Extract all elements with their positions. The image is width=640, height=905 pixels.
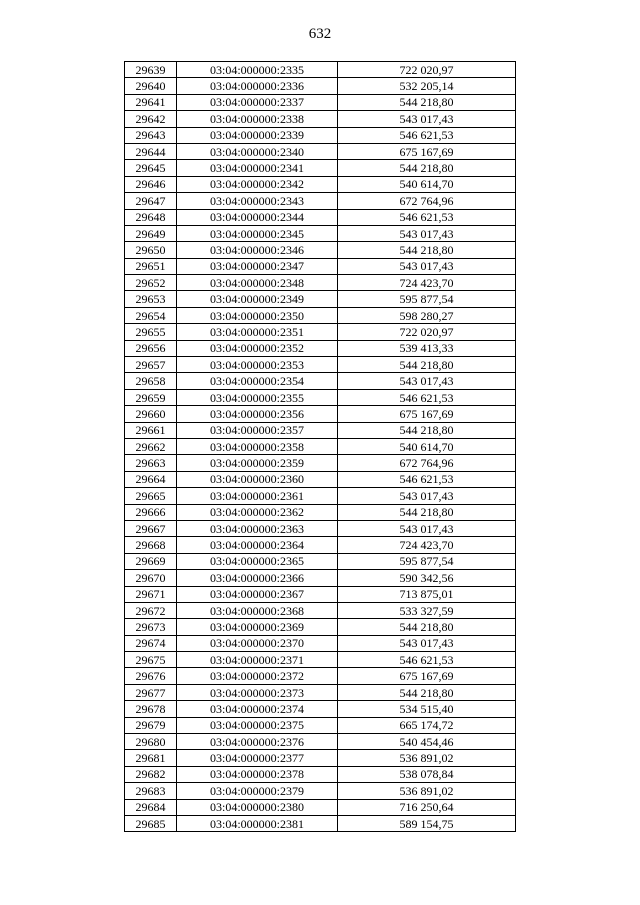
- row-number-cell: 29670: [125, 570, 177, 586]
- table-row: [125, 455, 516, 471]
- table-row: [125, 602, 516, 618]
- cadastral-value-cell: 544 218,80: [338, 504, 516, 520]
- row-number-cell: 29646: [125, 176, 177, 192]
- cadastral-number-cell: 03:04:000000:2356: [177, 406, 338, 422]
- table-row: [125, 815, 516, 831]
- table-row: [125, 291, 516, 307]
- cadastral-value-cell: 534 515,40: [338, 701, 516, 717]
- row-number-cell: 29672: [125, 602, 177, 618]
- cadastral-number-cell: 03:04:000000:2352: [177, 340, 338, 356]
- table-row: [125, 275, 516, 291]
- table-row: [125, 783, 516, 799]
- cadastral-number-cell: 03:04:000000:2367: [177, 586, 338, 602]
- row-number-cell: 29659: [125, 389, 177, 405]
- table-row: [125, 373, 516, 389]
- table-row: [125, 586, 516, 602]
- cadastral-value-cell: 540 614,70: [338, 176, 516, 192]
- cadastral-number-cell: 03:04:000000:2359: [177, 455, 338, 471]
- cadastral-number-cell: 03:04:000000:2348: [177, 275, 338, 291]
- cadastral-number-cell: 03:04:000000:2375: [177, 717, 338, 733]
- table-row: [125, 717, 516, 733]
- cadastral-number-cell: 03:04:000000:2376: [177, 734, 338, 750]
- cadastral-number-cell: 03:04:000000:2373: [177, 684, 338, 700]
- row-number-cell: 29652: [125, 275, 177, 291]
- row-number-cell: 29679: [125, 717, 177, 733]
- table-row: [125, 78, 516, 94]
- cadastral-value-cell: 713 875,01: [338, 586, 516, 602]
- table-body: [125, 62, 516, 832]
- row-number-cell: 29654: [125, 307, 177, 323]
- table-row: [125, 668, 516, 684]
- row-number-cell: 29665: [125, 488, 177, 504]
- table-row: [125, 176, 516, 192]
- cadastral-value-table: [124, 61, 516, 832]
- cadastral-value-cell: 544 218,80: [338, 160, 516, 176]
- row-number-cell: 29640: [125, 78, 177, 94]
- cadastral-number-cell: 03:04:000000:2355: [177, 389, 338, 405]
- cadastral-number-cell: 03:04:000000:2371: [177, 652, 338, 668]
- cadastral-value-cell: 589 154,75: [338, 815, 516, 831]
- table-row: [125, 520, 516, 536]
- row-number-cell: 29680: [125, 734, 177, 750]
- cadastral-value-cell: 544 218,80: [338, 684, 516, 700]
- cadastral-value-cell: 546 621,53: [338, 652, 516, 668]
- cadastral-number-cell: 03:04:000000:2351: [177, 324, 338, 340]
- cadastral-value-cell: 722 020,97: [338, 324, 516, 340]
- cadastral-number-cell: 03:04:000000:2372: [177, 668, 338, 684]
- table-row: [125, 422, 516, 438]
- row-number-cell: 29683: [125, 783, 177, 799]
- row-number-cell: 29650: [125, 242, 177, 258]
- cadastral-number-cell: 03:04:000000:2368: [177, 602, 338, 618]
- row-number-cell: 29647: [125, 193, 177, 209]
- row-number-cell: 29667: [125, 520, 177, 536]
- row-number-cell: 29678: [125, 701, 177, 717]
- table-row: [125, 799, 516, 815]
- cadastral-number-cell: 03:04:000000:2346: [177, 242, 338, 258]
- cadastral-number-cell: 03:04:000000:2360: [177, 471, 338, 487]
- table-row: [125, 242, 516, 258]
- cadastral-value-cell: 675 167,69: [338, 406, 516, 422]
- table-row: [125, 143, 516, 159]
- cadastral-number-cell: 03:04:000000:2339: [177, 127, 338, 143]
- table-row: [125, 652, 516, 668]
- cadastral-value-cell: 544 218,80: [338, 619, 516, 635]
- table-row: [125, 357, 516, 373]
- cadastral-value-cell: 540 614,70: [338, 438, 516, 454]
- row-number-cell: 29655: [125, 324, 177, 340]
- cadastral-number-cell: 03:04:000000:2345: [177, 225, 338, 241]
- table-row: [125, 570, 516, 586]
- cadastral-number-cell: 03:04:000000:2341: [177, 160, 338, 176]
- table-row: [125, 734, 516, 750]
- row-number-cell: 29681: [125, 750, 177, 766]
- cadastral-value-cell: 675 167,69: [338, 143, 516, 159]
- cadastral-number-cell: 03:04:000000:2381: [177, 815, 338, 831]
- table-row: [125, 258, 516, 274]
- row-number-cell: 29682: [125, 766, 177, 782]
- cadastral-number-cell: 03:04:000000:2353: [177, 357, 338, 373]
- table-row: [125, 389, 516, 405]
- row-number-cell: 29656: [125, 340, 177, 356]
- row-number-cell: 29662: [125, 438, 177, 454]
- cadastral-value-cell: 543 017,43: [338, 225, 516, 241]
- cadastral-number-cell: 03:04:000000:2366: [177, 570, 338, 586]
- cadastral-value-cell: 533 327,59: [338, 602, 516, 618]
- cadastral-value-cell: 546 621,53: [338, 209, 516, 225]
- table-row: [125, 553, 516, 569]
- cadastral-value-cell: 546 621,53: [338, 471, 516, 487]
- cadastral-number-cell: 03:04:000000:2338: [177, 111, 338, 127]
- row-number-cell: 29658: [125, 373, 177, 389]
- table-row: [125, 160, 516, 176]
- cadastral-value-cell: 595 877,54: [338, 553, 516, 569]
- table-row: [125, 340, 516, 356]
- table-row: [125, 635, 516, 651]
- cadastral-value-cell: 539 413,33: [338, 340, 516, 356]
- row-number-cell: 29639: [125, 62, 177, 78]
- row-number-cell: 29673: [125, 619, 177, 635]
- cadastral-number-cell: 03:04:000000:2354: [177, 373, 338, 389]
- cadastral-value-cell: 543 017,43: [338, 635, 516, 651]
- cadastral-value-cell: 598 280,27: [338, 307, 516, 323]
- cadastral-value-cell: 672 764,96: [338, 455, 516, 471]
- table-row: [125, 111, 516, 127]
- row-number-cell: 29651: [125, 258, 177, 274]
- cadastral-number-cell: 03:04:000000:2361: [177, 488, 338, 504]
- cadastral-value-cell: 590 342,56: [338, 570, 516, 586]
- table-row: [125, 127, 516, 143]
- cadastral-value-cell: 544 218,80: [338, 242, 516, 258]
- cadastral-value-cell: 543 017,43: [338, 520, 516, 536]
- row-number-cell: 29641: [125, 94, 177, 110]
- cadastral-value-cell: 532 205,14: [338, 78, 516, 94]
- row-number-cell: 29676: [125, 668, 177, 684]
- table-row: [125, 750, 516, 766]
- row-number-cell: 29645: [125, 160, 177, 176]
- table-row: [125, 193, 516, 209]
- row-number-cell: 29642: [125, 111, 177, 127]
- cadastral-number-cell: 03:04:000000:2340: [177, 143, 338, 159]
- cadastral-value-cell: 675 167,69: [338, 668, 516, 684]
- row-number-cell: 29649: [125, 225, 177, 241]
- cadastral-value-cell: 672 764,96: [338, 193, 516, 209]
- cadastral-number-cell: 03:04:000000:2337: [177, 94, 338, 110]
- cadastral-number-cell: 03:04:000000:2370: [177, 635, 338, 651]
- row-number-cell: 29674: [125, 635, 177, 651]
- cadastral-number-cell: 03:04:000000:2349: [177, 291, 338, 307]
- cadastral-value-cell: 543 017,43: [338, 488, 516, 504]
- cadastral-value-cell: 544 218,80: [338, 94, 516, 110]
- table-row: [125, 504, 516, 520]
- row-number-cell: 29669: [125, 553, 177, 569]
- page-number: 632: [308, 26, 332, 42]
- cadastral-value-cell: 543 017,43: [338, 373, 516, 389]
- cadastral-value-cell: 546 621,53: [338, 127, 516, 143]
- table-row: [125, 94, 516, 110]
- row-number-cell: 29643: [125, 127, 177, 143]
- table-row: [125, 209, 516, 225]
- cadastral-number-cell: 03:04:000000:2344: [177, 209, 338, 225]
- row-number-cell: 29668: [125, 537, 177, 553]
- cadastral-value-cell: 538 078,84: [338, 766, 516, 782]
- cadastral-number-cell: 03:04:000000:2347: [177, 258, 338, 274]
- cadastral-value-cell: 665 174,72: [338, 717, 516, 733]
- cadastral-number-cell: 03:04:000000:2380: [177, 799, 338, 815]
- cadastral-value-cell: 543 017,43: [338, 111, 516, 127]
- table-row: [125, 62, 516, 78]
- table-row: [125, 684, 516, 700]
- cadastral-value-cell: 536 891,02: [338, 783, 516, 799]
- row-number-cell: 29657: [125, 357, 177, 373]
- row-number-cell: 29684: [125, 799, 177, 815]
- row-number-cell: 29666: [125, 504, 177, 520]
- cadastral-value-cell: 722 020,97: [338, 62, 516, 78]
- row-number-cell: 29644: [125, 143, 177, 159]
- cadastral-value-cell: 724 423,70: [338, 537, 516, 553]
- cadastral-value-cell: 546 621,53: [338, 389, 516, 405]
- cadastral-value-cell: 716 250,64: [338, 799, 516, 815]
- table-row: [125, 307, 516, 323]
- cadastral-number-cell: 03:04:000000:2358: [177, 438, 338, 454]
- cadastral-number-cell: 03:04:000000:2342: [177, 176, 338, 192]
- cadastral-number-cell: 03:04:000000:2364: [177, 537, 338, 553]
- table-row: [125, 438, 516, 454]
- cadastral-number-cell: 03:04:000000:2374: [177, 701, 338, 717]
- table-row: [125, 766, 516, 782]
- cadastral-number-cell: 03:04:000000:2357: [177, 422, 338, 438]
- row-number-cell: 29677: [125, 684, 177, 700]
- table-row: [125, 225, 516, 241]
- cadastral-value-cell: 536 891,02: [338, 750, 516, 766]
- row-number-cell: 29648: [125, 209, 177, 225]
- cadastral-number-cell: 03:04:000000:2335: [177, 62, 338, 78]
- cadastral-value-cell: 544 218,80: [338, 357, 516, 373]
- table-row: [125, 488, 516, 504]
- cadastral-number-cell: 03:04:000000:2378: [177, 766, 338, 782]
- table-row: [125, 471, 516, 487]
- cadastral-value-cell: 543 017,43: [338, 258, 516, 274]
- cadastral-value-cell: 540 454,46: [338, 734, 516, 750]
- cadastral-number-cell: 03:04:000000:2363: [177, 520, 338, 536]
- table-row: [125, 324, 516, 340]
- row-number-cell: 29664: [125, 471, 177, 487]
- cadastral-number-cell: 03:04:000000:2362: [177, 504, 338, 520]
- table-row: [125, 619, 516, 635]
- cadastral-number-cell: 03:04:000000:2379: [177, 783, 338, 799]
- cadastral-number-cell: 03:04:000000:2343: [177, 193, 338, 209]
- cadastral-number-cell: 03:04:000000:2369: [177, 619, 338, 635]
- cadastral-number-cell: 03:04:000000:2365: [177, 553, 338, 569]
- cadastral-value-cell: 544 218,80: [338, 422, 516, 438]
- row-number-cell: 29653: [125, 291, 177, 307]
- row-number-cell: 29675: [125, 652, 177, 668]
- cadastral-value-cell: 595 877,54: [338, 291, 516, 307]
- row-number-cell: 29663: [125, 455, 177, 471]
- row-number-cell: 29661: [125, 422, 177, 438]
- cadastral-number-cell: 03:04:000000:2336: [177, 78, 338, 94]
- table-row: [125, 537, 516, 553]
- cadastral-value-cell: 724 423,70: [338, 275, 516, 291]
- cadastral-number-cell: 03:04:000000:2350: [177, 307, 338, 323]
- row-number-cell: 29660: [125, 406, 177, 422]
- row-number-cell: 29685: [125, 815, 177, 831]
- cadastral-number-cell: 03:04:000000:2377: [177, 750, 338, 766]
- row-number-cell: 29671: [125, 586, 177, 602]
- table-row: [125, 701, 516, 717]
- table-row: [125, 406, 516, 422]
